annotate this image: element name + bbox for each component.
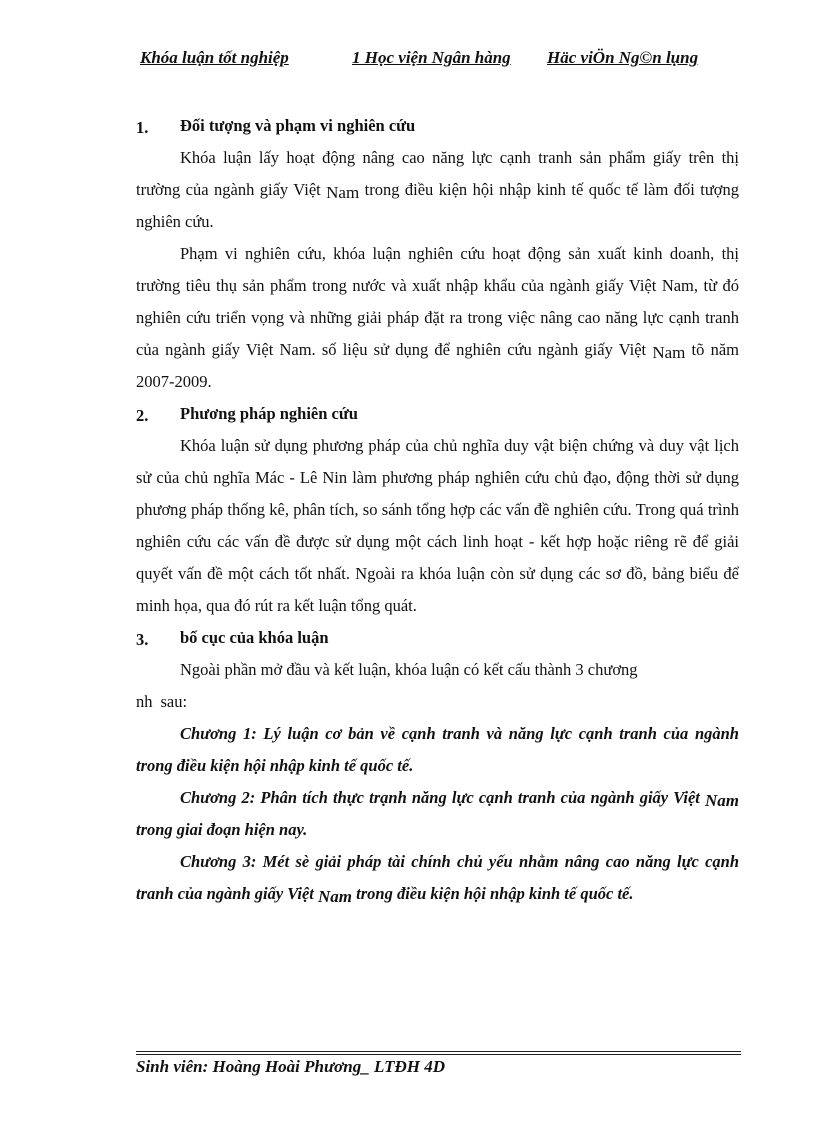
section-title: Phương pháp nghiên cứu: [180, 404, 358, 423]
footer-divider: [136, 1051, 741, 1055]
chapter-item-1: Chương 1: Lý luận cơ bản về cạnh tranh và năng lực cạnh tranh của ngành trong điều kiện hội nhập kinh tế quốc tế.: [136, 724, 739, 775]
header-institution-garbled: Häc viÖn Ng©n lụng: [547, 48, 699, 67]
chapter-item-3: Chương 3: Mét sè giải pháp tài chính chủ yếu nhằm nâng cao năng lực cạnh tranh của ngành giấy Việt Nam trong điều kiện hội nhập kinh tế quốc tế.: [136, 852, 739, 906]
paragraph: Khóa luận sử dụng phương pháp của chủ nghĩa duy vật biện chứng và duy vật lịch sử của chủ nghĩa Mác - Lê Nin làm phương pháp nghiên cứu chủ đạo, động thời sử dụng phương pháp thống kê, phân tích, so sánh tổng hợp các vấn đề nghiên cứu. Trong quá trình nghiên cứu các vấn đề được sử dụng một cách linh hoạt - kết hợp hoặc riêng rẽ để giải quyết vấn đề một cách tốt nhất. Ngoài ra khóa luận còn sử dụng các sơ đồ, bảng biểu để minh họa, qua đó rút ra kết luận tổng quát.: [136, 436, 739, 615]
section-number: 2.: [136, 406, 149, 425]
chapter-item-2: Chương 2: Phân tích thực trạnh năng lực cạnh tranh của ngành giấy Việt Nam trong giai đoạn hiện nay.: [136, 788, 739, 839]
document-body: [136, 110, 739, 910]
page-footer: Sinh viên: Hoàng Hoài Phương_ LTĐH 4D: [136, 1057, 445, 1076]
section-number: 1.: [136, 118, 149, 137]
section-heading-3: [136, 622, 739, 654]
paragraph-continuation: nh sau:: [136, 692, 188, 711]
header-institution-label: 1 Học viện Ngân hàng: [352, 48, 511, 67]
paragraph: Ngoài phần mở đầu và kết luận, khóa luận có kết cấu thành 3 chương: [180, 660, 638, 679]
paragraph: Phạm vi nghiên cứu, khóa luận nghiên cứu hoạt động sản xuất kinh doanh, thị trường tiêu thụ sản phẩm trong nước và xuất nhập khẩu của ngành giấy Việt Nam, từ đó nghiên cứu triển vọng và những giải pháp đặt ra trong việc nâng cao năng lực cạnh tranh của ngành giấy Việt Nam. số liệu sử dụng để nghiên cứu ngành giấy Việt Nam tõ năm 2007-2009.: [136, 244, 739, 391]
section-title: bố cục của khóa luận: [180, 628, 329, 647]
paragraph: Khóa luận lấy hoạt động nâng cao năng lực cạnh tranh sản phẩm giấy trên thị trường của ngành giấy Việt Nam trong điều kiện hội nhập kinh tế quốc tế làm đối tượng nghiên cứu.: [136, 148, 739, 231]
section-title: Đối tượng và phạm vi nghiên cứu: [180, 116, 416, 135]
section-heading-1: [136, 110, 739, 142]
section-number: 3.: [136, 630, 149, 649]
header-thesis-label: Khóa luận tốt nghiệp: [140, 48, 289, 67]
section-heading-2: [136, 398, 739, 430]
